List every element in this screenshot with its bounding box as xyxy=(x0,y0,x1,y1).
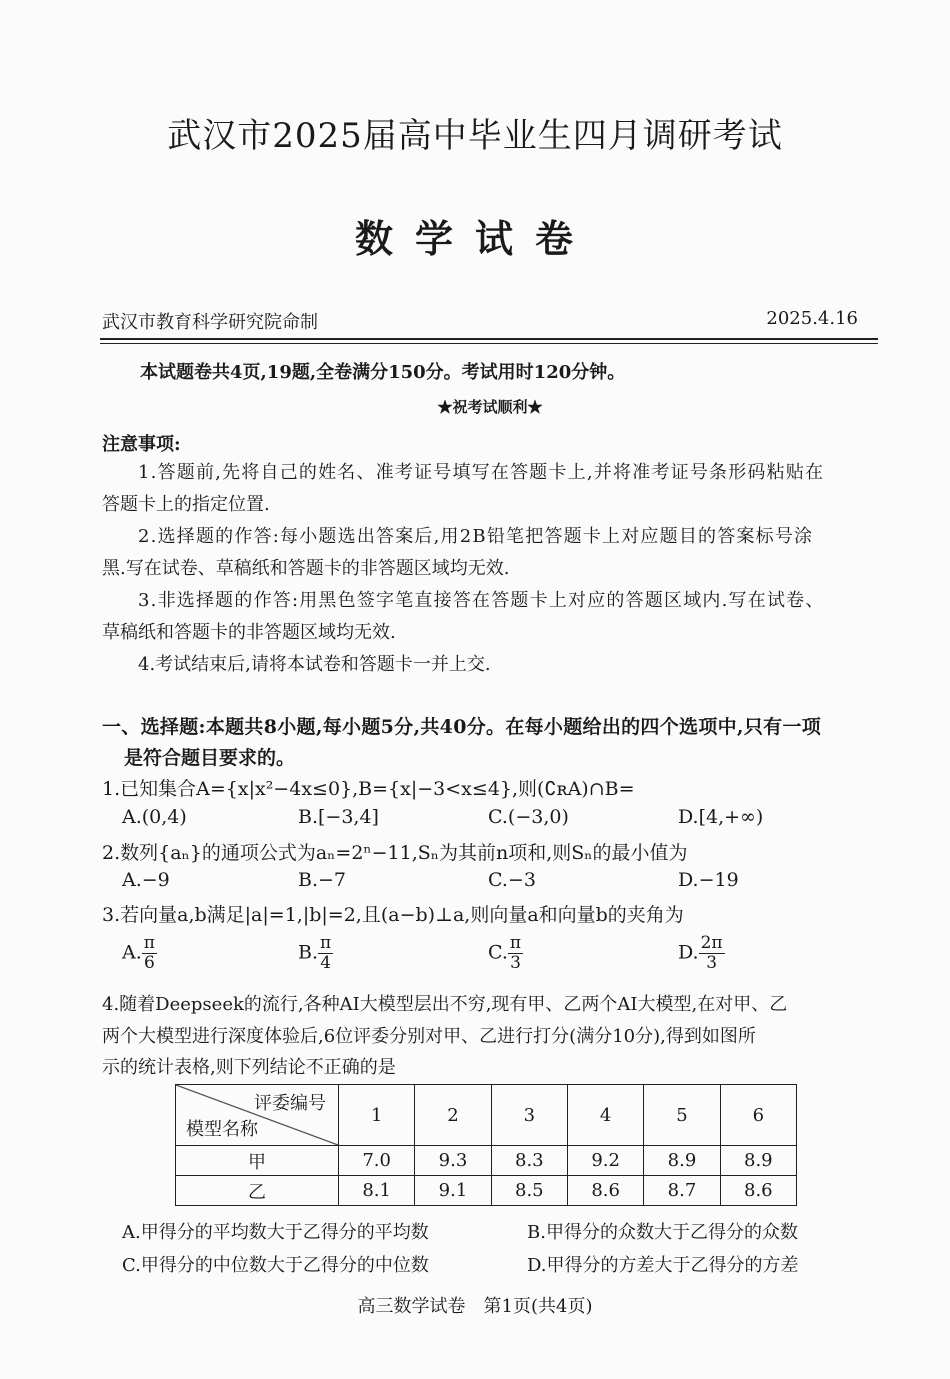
note-line: 2.选择题的作答:每小题选出答案后,用2B铅笔把答题卡上对应题目的答案标号涂 xyxy=(138,526,814,547)
q1-option-c: C.(−3,0) xyxy=(488,806,569,828)
question-1-stem: 1.已知集合A={x|x²−4x≤0},B={x|−3<x≤4},则(∁ʀA)∩B= xyxy=(102,778,635,800)
table-cell: 9.1 xyxy=(415,1176,491,1206)
table-corner-cell xyxy=(176,1085,339,1146)
exam-title: 武汉市2025届高中毕业生四月调研考试 xyxy=(167,116,783,156)
question-2-stem: 2.数列{aₙ}的通项公式为aₙ=2ⁿ−11,Sₙ为其前n项和,则Sₙ的最小值为 xyxy=(102,842,688,864)
publisher: 武汉市教育科学研究院命制 xyxy=(102,312,318,333)
note-line: 黑.写在试卷、草稿纸和答题卡的非答题区域均无效. xyxy=(102,558,510,579)
exam-date: 2025.4.16 xyxy=(766,308,858,329)
header-cell: 4 xyxy=(567,1085,643,1146)
q4-option-a: A.甲得分的平均数大于乙得分的平均数 xyxy=(122,1222,429,1243)
section-heading-cont: 是符合题目要求的。 xyxy=(124,747,296,769)
table-row xyxy=(176,1176,797,1206)
table-cell: 9.3 xyxy=(415,1146,491,1176)
question-3-stem: 3.若向量a,b满足|a|=1,|b|=2,且(a−b)⊥a,则向量a和向量b的夹角为 xyxy=(102,904,684,926)
table-cell: 7.0 xyxy=(339,1146,415,1176)
header-cell: 2 xyxy=(415,1085,491,1146)
question-4-stem: 两个大模型进行深度体验后,6位评委分别对甲、乙进行打分(满分10分),得到如图所 xyxy=(102,1026,756,1047)
section-heading: 一、选择题:本题共8小题,每小题5分,共40分。在每小题给出的四个选项中,只有一项 xyxy=(102,716,822,738)
note-line: 1.答题前,先将自己的姓名、准考证号填写在答题卡上,并将准考证号条形码粘贴在 xyxy=(138,462,825,483)
score-table xyxy=(175,1084,797,1206)
header-cell: 1 xyxy=(339,1085,415,1146)
q2-option-a: A.−9 xyxy=(122,869,170,891)
table-cell: 8.9 xyxy=(644,1146,720,1176)
page-footer: 高三数学试卷 第1页(共4页) xyxy=(357,1296,593,1317)
header-rule-thin xyxy=(100,343,878,344)
note-line: 3.非选择题的作答:用黑色签字笔直接答在答题卡上对应的答题区域内.写在试卷、 xyxy=(138,590,825,611)
row-label: 乙 xyxy=(176,1176,339,1206)
q2-option-d: D.−19 xyxy=(678,869,739,891)
q3-option-b: B. $\frac{\pi}{4}$ xyxy=(298,933,332,973)
q4-option-d: D.甲得分的方差大于乙得分的方差 xyxy=(527,1255,799,1276)
exam-summary: 本试题卷共4页,19题,全卷满分150分。考试用时120分钟。 xyxy=(140,362,626,383)
q1-option-b: B.[−3,4] xyxy=(298,806,379,828)
table-cell: 8.3 xyxy=(491,1146,567,1176)
q1-option-a: A.(0,4) xyxy=(122,806,187,828)
table-cell: 8.6 xyxy=(567,1176,643,1206)
q2-option-b: B.−7 xyxy=(298,869,347,891)
table-cell: 8.1 xyxy=(339,1176,415,1206)
table-cell: 9.2 xyxy=(567,1146,643,1176)
corner-top-label: 评委编号 xyxy=(254,1093,326,1114)
q4-option-b: B.甲得分的众数大于乙得分的众数 xyxy=(527,1222,798,1243)
q4-option-c: C.甲得分的中位数大于乙得分的中位数 xyxy=(122,1255,429,1276)
corner-bottom-label: 模型名称 xyxy=(186,1119,258,1140)
q3-option-a: A. $\frac{\pi}{6}$ xyxy=(122,933,155,973)
exam-subject: 数学试卷 xyxy=(354,216,595,261)
question-4-stem: 示的统计表格,则下列结论不正确的是 xyxy=(102,1057,396,1078)
q3-option-d: D. $\frac{2\pi}{3}$ xyxy=(678,933,723,973)
table-cell: 8.5 xyxy=(491,1176,567,1206)
question-4-stem: 4.随着Deepseek的流行,各种AI大模型层出不穷,现有甲、乙两个AI大模型,在对甲、乙 xyxy=(102,994,788,1015)
q1-option-d: D.[4,+∞) xyxy=(678,806,764,828)
note-line: 答题卡上的指定位置. xyxy=(102,494,270,515)
note-line: 4.考试结束后,请将本试卷和答题卡一并上交. xyxy=(138,654,491,675)
header-rule xyxy=(100,338,878,340)
wish-line: ★祝考试顺利★ xyxy=(437,398,543,416)
table-cell: 8.7 xyxy=(644,1176,720,1206)
table-cell: 8.6 xyxy=(720,1176,796,1206)
table-row xyxy=(176,1146,797,1176)
header-cell: 3 xyxy=(491,1085,567,1146)
table-header-row xyxy=(176,1085,797,1146)
notes-heading: 注意事项: xyxy=(102,434,181,455)
row-label: 甲 xyxy=(176,1146,339,1176)
q3-option-c: C. $\frac{\pi}{3}$ xyxy=(488,933,522,973)
q2-option-c: C.−3 xyxy=(488,869,536,891)
header-cell: 6 xyxy=(720,1085,796,1146)
table-cell: 8.9 xyxy=(720,1146,796,1176)
header-cell: 5 xyxy=(644,1085,720,1146)
note-line: 草稿纸和答题卡的非答题区域均无效. xyxy=(102,622,396,643)
